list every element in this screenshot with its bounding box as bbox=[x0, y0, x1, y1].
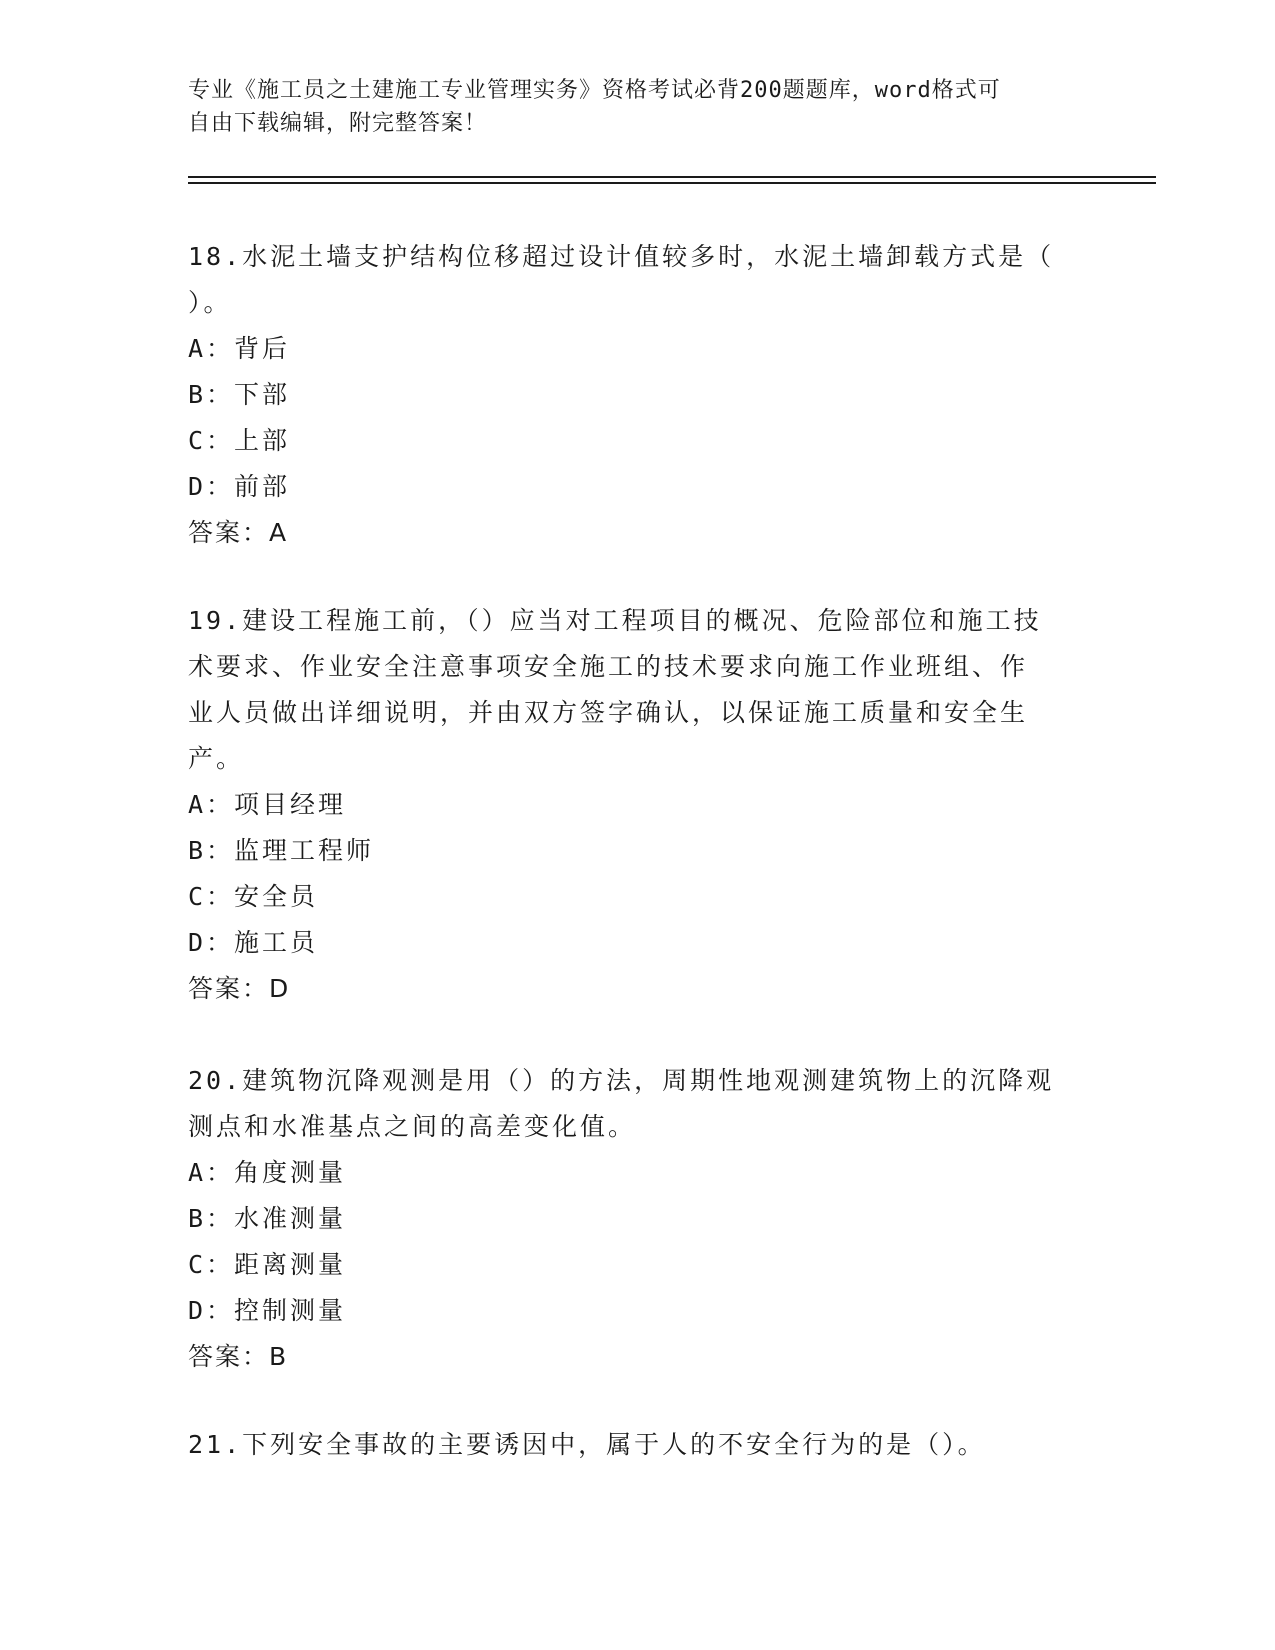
question-text: 术要求、作业安全注意事项安全施工的技术要求向施工作业班组、作 bbox=[188, 652, 1029, 681]
option-d: D：前部 bbox=[188, 472, 291, 501]
question-text: 18.水泥土墙支护结构位移超过设计值较多时，水泥土墙卸载方式是（ bbox=[188, 242, 1055, 271]
option-a: A：项目经理 bbox=[188, 790, 347, 819]
question-text: 产。 bbox=[188, 744, 245, 773]
header-line: 自由下载编辑，附完整答案！ bbox=[188, 111, 488, 136]
answer: 答案：B bbox=[188, 1342, 289, 1371]
option-d: D：控制测量 bbox=[188, 1296, 347, 1325]
option-a: A：角度测量 bbox=[188, 1158, 347, 1187]
question-text: 21.下列安全事故的主要诱因中，属于人的不安全行为的是（）。 bbox=[188, 1430, 986, 1459]
option-c: C：距离测量 bbox=[188, 1250, 347, 1279]
option-b: B：下部 bbox=[188, 380, 291, 409]
answer: 答案：A bbox=[188, 518, 289, 547]
option-b: B：监理工程师 bbox=[188, 836, 375, 865]
header-line: 专业《施工员之土建施工专业管理实务》资格考试必背200题题库，word格式可 bbox=[188, 78, 1001, 103]
answer: 答案：D bbox=[188, 974, 291, 1003]
option-c: C：上部 bbox=[188, 426, 291, 455]
document-header bbox=[188, 74, 1068, 140]
option-c: C：安全员 bbox=[188, 882, 319, 911]
question-19 bbox=[188, 598, 1088, 1012]
option-d: D：施工员 bbox=[188, 928, 319, 957]
question-20 bbox=[188, 1058, 1088, 1380]
question-text: 20.建筑物沉降观测是用（）的方法，周期性地观测建筑物上的沉降观 bbox=[188, 1066, 1055, 1095]
question-text: 测点和水准基点之间的高差变化值。 bbox=[188, 1112, 637, 1141]
question-text: 业人员做出详细说明，并由双方签字确认，以保证施工质量和安全生 bbox=[188, 698, 1029, 727]
question-text: ）。 bbox=[188, 288, 232, 317]
question-21 bbox=[188, 1422, 1088, 1468]
option-a: A：背后 bbox=[188, 334, 291, 363]
header-divider bbox=[188, 182, 1156, 184]
question-18 bbox=[188, 234, 1088, 556]
option-b: B：水准测量 bbox=[188, 1204, 347, 1233]
question-text: 19.建设工程施工前，（）应当对工程项目的概况、危险部位和施工技 bbox=[188, 606, 1042, 635]
header-divider bbox=[188, 176, 1156, 178]
